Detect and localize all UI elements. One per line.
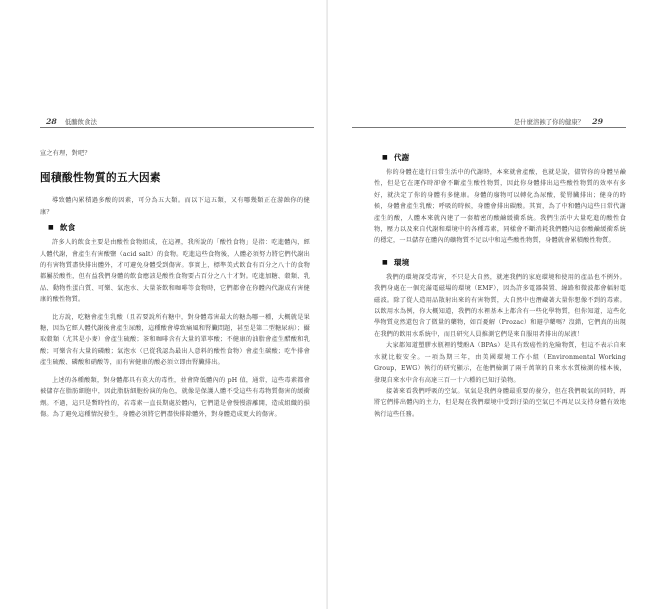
diet-paragraph-2: 比方說，吃糖會產生乳酸（且若要說所有糖中，對身體毒害最大的糖為哪一種，大概就是果糖，因為它經人體代謝後會產生尿酸，這種酸會導致痛風和腎臟問題，甚至是第二型糖尿病）；攝取穀類（尤其是小麥）會產生硫酸；茶和咖啡含有大量的單寧酸；不健康的油脂會產生醋酸和乳酸；可樂含有大量的磷酸；氣泡水（已從我認為最出人意料的酸性食物）會產生碳酸；吃牛排會產生硫酸、磷酸和硝酸等，而有害健康的酸必須立即由腎臟排出。 bbox=[40, 313, 310, 367]
right-running-head bbox=[514, 117, 609, 126]
left-header-rule bbox=[40, 127, 314, 128]
square-bullet-icon: ■ bbox=[48, 224, 54, 232]
diet-paragraph-3: 上述的各種酸類，對身體都具有莫大的毒性，並會降低體內的 pH 值，通常，這些毒素都會被儲存在脂肪細胞中，因此脂肪細胞扮演的角色，就像是保護人體不受這些有毒物質傷害的緩衝劑。不過，這只是暫時性的，若毒素一直長期處於體內，它們還是會慢慢游離開，造成組織的損傷。為了避免這種情況發生，身體必須將它們盡快排除體外，對身體造成更大的傷害。 bbox=[40, 376, 310, 418]
environment-paragraph-3: 接著來看我們呼吸的空氣。氧氣是我們身體最重要的養分，但在我們吸氣的同時，再將它們排出體內的主力，但是現在我們環境中受到汙染的空氣已不再足以支持身體有效地執行這些任務。 bbox=[374, 387, 626, 418]
left-page bbox=[0, 0, 327, 609]
metabolism-paragraph: 你的身體在進行日常生活中的代謝時，本來就會產酸，也就是說，儘管你的身體呈鹼性，但是它在運作時卻會不斷產生酸性物質，因此你身體排出這些酸性物質的效率有多好，就決定了你的身體有多健康。身體的廢物可以轉化為尿酸，從腎臟排出；健身的時候，身體會產生乳酸；呼吸的時候，身體會排出碳酸。其實，為了中和體內這些日常代謝產生的酸，人體本來就內建了一套精密的酸鹼緩衝系統。我們生活中大量吃進的酸性食物，壓力以及來自代謝和環境中的各種毒素，同樣會不斷消耗我們體內這套酸鹼緩衝系統的穩定，一旦儲存在體內的礦物質不足以中和這些酸性物質，身體就會累積酸性物質。 bbox=[374, 169, 626, 245]
square-bullet-icon: ■ bbox=[382, 258, 388, 266]
opening-line: 宣之有理，對吧？ bbox=[40, 150, 91, 157]
subhead-environment bbox=[374, 257, 626, 269]
section-title: 囤積酸性物質的五大因素 bbox=[40, 172, 161, 185]
right-body bbox=[374, 152, 626, 420]
environment-paragraph-2: 大家都知道塑膠水瓶裡的雙酚A（BPAs）是具有致癌性的危險物質，但這不表示自來水就比較安全。一項為期三年，由美國環境工作小組（Environmental Working Group，EWG）執行的研究顯示，在他們檢測了兩千萬筆的自來水水質檢測的樣本後，發現自來水中含有高達三百一十六種的已知汙染物。 bbox=[374, 342, 626, 384]
subhead-metabolism-label: 代謝 bbox=[393, 153, 410, 162]
square-bullet-icon: ■ bbox=[382, 154, 388, 161]
right-header-rule bbox=[352, 127, 626, 128]
left-page-number: 28 bbox=[46, 117, 57, 126]
right-page bbox=[328, 0, 655, 609]
book-title: 低醣飲食法 bbox=[64, 118, 97, 126]
intro-paragraph: 導致體內累積過多酸的因素，可分為五大類。而以下這五類，又有哪幾類正在游蝕你的健康？ bbox=[40, 197, 310, 216]
right-page-number: 29 bbox=[592, 117, 603, 126]
subhead-environment-label: 環境 bbox=[393, 257, 410, 267]
chapter-title: 是什麼溶蝕了你的健康？ bbox=[513, 118, 585, 126]
diet-paragraph-1: 許多人的飲食主要是由酸性食物組成，在這裡，我所說的「酸性食物」是指：吃進體內，經人體代謝，會產生有害酸鹽（acid salt）的食物。吃進這些食物後，人體必須努力將它們代謝出的有害物質盡快排出體外，才可避免身體受到傷害。事實上，標準美式飲食有百分之八十的食物都屬於酸性，但有益我們身體的飲食應該是酸性食物要占百分之八十才對。吃進加糖、穀類、乳品、動物性蛋白質、可樂、氣泡水、大量茶飲和咖啡等食物時，它們都會在你體內代謝成有害健康的酸性物質。 bbox=[40, 239, 310, 304]
left-body bbox=[40, 148, 310, 420]
left-running-head bbox=[40, 117, 97, 126]
subhead-diet bbox=[40, 222, 310, 234]
subhead-diet-label: 飲食 bbox=[59, 223, 76, 233]
subhead-metabolism bbox=[374, 152, 626, 164]
environment-paragraph-1: 我們的環境深受毒害，不只是大自然，就連我們的家庭環境和使用的產品也不例外。我們身處在一個充滿電磁場的環境（EMF），因為許多電器裝置、線路和微波都會輻射電磁波。除了從人造用品散射出來的有害物質，大自然中也潛藏著大量你想像不到的毒素。以飲用水為例，你大概知道，我們的水裡基本上都含有一些化學物質，但你知道，這些化學物質竟然還包含了微量的藥物，如百憂解（Prozac）和避孕藥嗎？沒錯，它們真的出現在我們的飲用水系統中，而且研究人員推測它們是來自服用者排出的尿液！ bbox=[374, 273, 626, 338]
